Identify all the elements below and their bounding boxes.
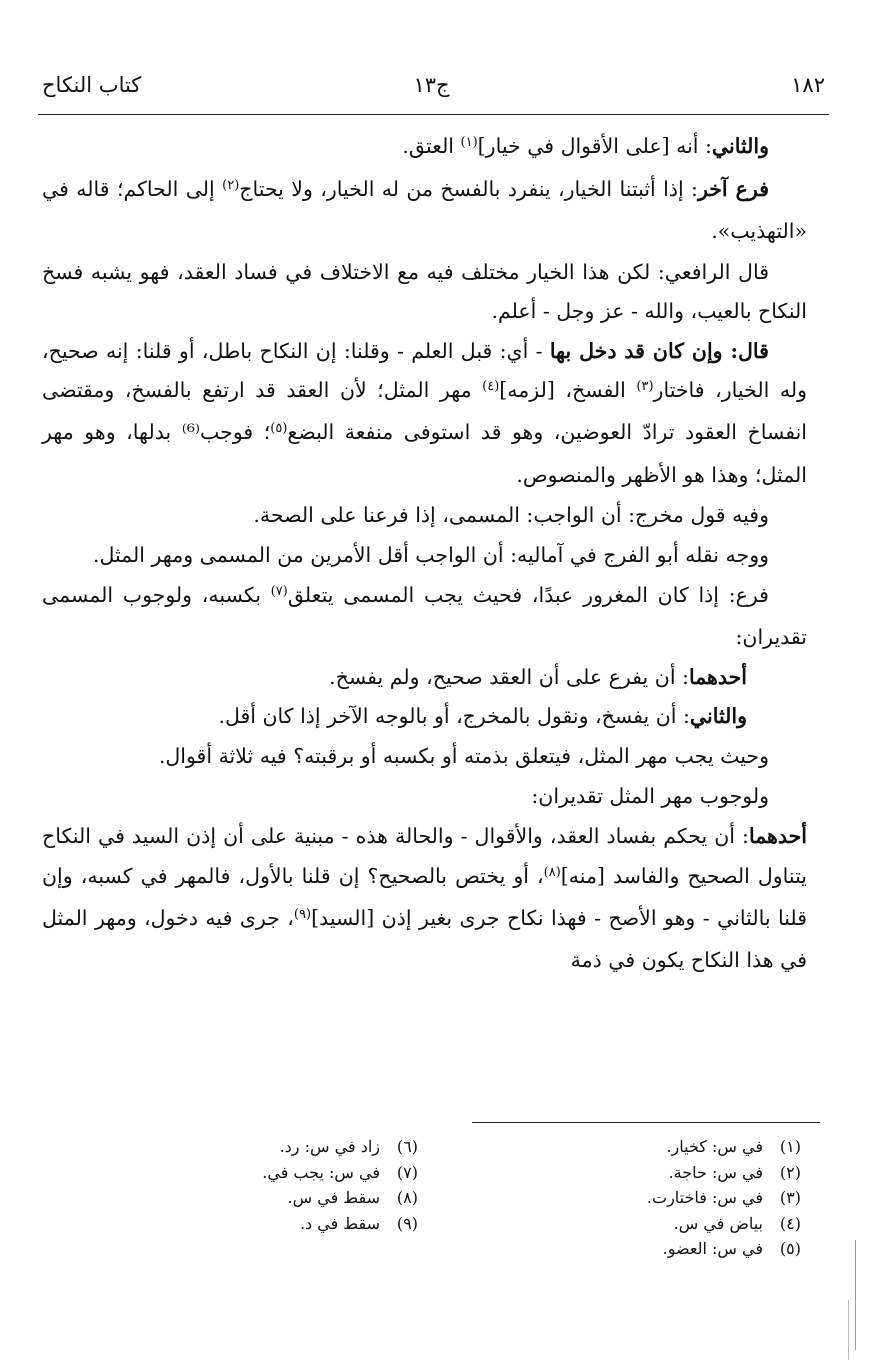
paragraph — [42, 697, 807, 736]
paragraph — [42, 817, 807, 980]
footnote — [188, 1160, 418, 1186]
paragraph-text: وفيه قول مخرج: أن الواجب: المسمى، إذا فرعنا على الصحة. — [253, 502, 769, 527]
footnote — [561, 1134, 801, 1160]
footnote-ref: (١) — [460, 135, 478, 150]
footnote-number: (٦) — [396, 1137, 418, 1156]
footnote-ref: (٨) — [543, 864, 561, 880]
footnote — [188, 1211, 418, 1237]
footnote-number: (٤) — [779, 1213, 801, 1233]
footnote-number: (٢) — [779, 1162, 801, 1182]
footnote — [188, 1134, 418, 1160]
footnote — [561, 1211, 801, 1237]
paragraph-text: بكسبه، ولوجوب المسمى تقديران: — [42, 583, 807, 650]
volume-number: ج١٣ — [413, 73, 450, 97]
paragraph-text: : أنه [على الأقوال في خيار] — [477, 134, 712, 158]
footnote-text: في س: يجب في. — [262, 1162, 380, 1182]
footnote — [188, 1185, 418, 1211]
paragraph-text: الفسخ، [لزمه] — [499, 378, 637, 403]
footnote-ref: (٤) — [482, 379, 500, 395]
main-text — [42, 126, 807, 980]
paragraph-text: ، جرى فيه دخول، ومهر المثل في هذا النكاح يكون في ذمة — [42, 905, 807, 973]
paragraph-text: فرع: إذا كان المغرور عبدًا، فحيث يجب المسمى يتعلق — [287, 583, 769, 608]
paragraph — [42, 737, 807, 776]
paragraph — [42, 536, 807, 575]
paragraph-lead: والثاني — [711, 134, 769, 158]
paragraph-text: ، أو يختص بالصحيح؟ إن قلنا بالأول، فالمهر في كسبه، وإن قلنا بالثاني - وهو الأصح - فهذا نكاح جرى بغير إذن [السيد] — [42, 863, 807, 930]
paragraph-text: : أن يفسخ، ونقول بالمخرج، أو بالوجه الآخر إذا كان أقل. — [218, 703, 690, 728]
paragraph-text: العتق. — [402, 134, 461, 158]
paragraph-text: ولوجوب مهر المثل تقديران: — [531, 784, 769, 809]
header-rule — [38, 114, 829, 115]
paragraph — [42, 253, 807, 331]
paragraph-lead: فرع آخر — [697, 177, 769, 202]
footnote-text: في س: العضو. — [662, 1239, 763, 1259]
paragraph — [42, 658, 807, 697]
footnote-ref: (٣) — [636, 379, 654, 395]
paragraph — [42, 127, 807, 169]
footnote-text: في س: حاجة. — [668, 1162, 763, 1182]
paragraph — [42, 576, 807, 657]
paragraph-text: ووجه نقله أبو الفرج في آماليه: أن الواجب أقل الأمرين من المسمى ومهر المثل. — [92, 543, 769, 568]
footnote-text: بياض في س. — [673, 1213, 763, 1233]
paragraph-lead: والثاني — [689, 703, 747, 728]
running-header — [34, 68, 829, 108]
footnote-number: (٣) — [779, 1188, 801, 1208]
footnote — [561, 1160, 801, 1186]
paragraph-lead: أحدهما — [688, 664, 747, 689]
paragraph-text: وحيث يجب مهر المثل، فيتعلق بذمته أو بكسبه أو برقبته؟ فيه ثلاثة أقوال. — [158, 744, 769, 769]
footnote-ref: (٩) — [293, 906, 312, 922]
paragraph-text: : أن يفرع على أن العقد صحيح، ولم يفسخ. — [329, 664, 689, 689]
footnote-ref: (٥) — [270, 421, 288, 437]
paragraph-lead: أحدهما — [748, 824, 807, 849]
footnotes-column-left — [188, 1134, 418, 1236]
footnote-number: (٨) — [396, 1188, 418, 1208]
paragraph-lead: قال: وإن كان قد دخل بها — [549, 339, 769, 364]
paragraph — [42, 777, 807, 816]
footnote-text: سقط في د. — [299, 1213, 380, 1233]
paragraph-text: ؛ فوجب⁽⁶⁾ بدلها، وهو مهر المثل؛ وهذا هو الأظهر والمنصوص. — [42, 420, 807, 487]
footnote-text: سقط في س. — [287, 1188, 380, 1208]
page-number: ١٨٢ — [791, 73, 825, 97]
paragraph-text: إلى الحاكم؛ قاله في «التهذيب». — [42, 177, 807, 244]
footnote-number: (٥) — [779, 1239, 801, 1259]
footnote-ref: (٧) — [270, 584, 288, 600]
footnote-number: (٩) — [396, 1213, 418, 1233]
book-title: كتاب النكاح — [42, 73, 142, 97]
footnote-ref: (٢) — [222, 178, 240, 194]
footnote — [561, 1185, 801, 1211]
paragraph — [42, 496, 807, 535]
footnote — [561, 1236, 801, 1262]
paragraph-text: مهر المثل؛ لأن العقد قد ارتفع بالفسخ، ومقتضى انفساخ العقود ترادّ العوضين، وهو قد استوفى منفعة البضع — [42, 378, 807, 445]
footnote-rule — [472, 1122, 820, 1123]
footnote-text: في س: كخيار. — [666, 1137, 763, 1156]
scan-margin-line — [855, 1240, 856, 1350]
scan-margin-line — [848, 1300, 849, 1360]
paragraph-text: - أي: قبل العلم - وقلنا: إن النكاح باطل، أو قلنا: إنه صحيح، وله الخيار، فاختار — [42, 339, 807, 403]
footnote-text: في س: فاختارت. — [646, 1188, 763, 1208]
footnote-text: زاد في س: رد. — [279, 1137, 380, 1156]
paragraph — [42, 332, 807, 495]
paragraph-text: : أن يحكم بفساد العقد، والأقوال - والحالة هذه - مبنية على أن إذن السيد في النكاح يتناول الصحيح والفاسد [منه] — [42, 824, 807, 888]
paragraph-text: : إذا أثبتنا الخيار، ينفرد بالفسخ من له الخيار، ولا يحتاج — [239, 177, 698, 202]
paragraph — [42, 170, 807, 251]
footnote-number: (١) — [779, 1137, 801, 1156]
paragraph-text: قال الرافعي: لكن هذا الخيار مختلف فيه مع الاختلاف في فساد العقد، فهو يشبه فسخ النكاح بالعيب، والله - عز وجل - أعلم. — [42, 259, 807, 323]
footnote-number: (٧) — [396, 1162, 418, 1182]
footnotes-column-right — [561, 1134, 801, 1262]
